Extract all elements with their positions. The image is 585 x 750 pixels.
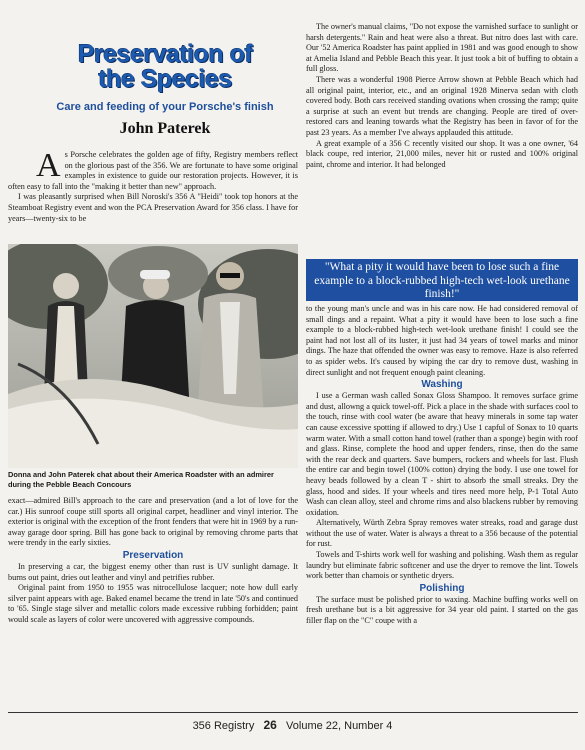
- right-paragraph-4: to the young man's uncle and was in his care now. He had considered removal of small dings and a repaint. What a pity it would have been to lose such a fine example to a block-rubbed high-tech wet-look urethane finish! I could see the paint had not lost all of its luster, it just had 34 years of towel marks and minor dings. The haze that offended the owner was easy to remove. Haze is also referred to as spider webs. It's caused by wiping the car dry to remove dust, washing in direct sunlight and not frequent enough paint cleaning.: [306, 304, 578, 377]
- photo-illustration: [8, 244, 298, 468]
- right-paragraph-3: A great example of a 356 C recently visited our shop. It was a one owner, '64 black coupe, red interior, 21,000 miles, never hit or rusted and 100% original paint, chrome and interior. It had belonged: [306, 138, 578, 169]
- event-photo: [8, 244, 298, 468]
- right-paragraph-1: The owner's manual claims, "Do not expose the varnished surface to sunlight or harsh detergents." Rain and heat were also a threat. But nitro does last with care. Our '52 America Roadster has paint applied in 1981 and was good enough to show at Amelia Island and Pebble Beach this year. It just took a bit of buffing to obtain a full gloss.: [306, 22, 578, 74]
- section-heading-preservation: Preservation: [122, 549, 184, 561]
- footer-issue: Volume 22, Number 4: [286, 720, 393, 732]
- left-paragraph-1: exact—admired Bill's approach to the care and preservation (and a lot of love for the car.) His sunroof coupe still sports all original carpet, headliner and vinyl interior. The exterior is original with the exception of the front fenders that were hit in 1969 by a run-away garage door spring. Bill has gone back to original by removing chrome parts that were trendy in the early sixties.: [8, 496, 298, 548]
- footer-publication: 356 Registry: [192, 720, 255, 732]
- pull-quote: "What a pity it would have been to lose such a fine example to a block-rubbed high-tech wet-look urethane finish!": [306, 259, 578, 301]
- right-paragraph-7: Towels and T-shirts work well for washing and polishing. Wash them as regular laundry but eliminate fabric softcener and use the dryer to remove the lint. Towels work better than chamois or synthetic dryers.: [306, 550, 578, 581]
- intro-paragraph-1: s Porsche celebrates the golden age of fifty, Registry members reflect on the glorious past of the 356. We are fortunate to have some original examples in existence to guide our restoration projects. However, it is often easy to fall into the "making it better than new" approach.: [8, 150, 298, 191]
- article-subtitle: Care and feeding of your Porsche's finish: [56, 101, 274, 113]
- photo-caption: Donna and John Paterek chat about their America Roadster with an admirer during the Pebble Beach Concours: [8, 470, 274, 489]
- article-author: John Paterek: [119, 120, 211, 137]
- right-column-bottom: [306, 304, 578, 627]
- footer-rule: [8, 712, 578, 713]
- intro-text: [8, 140, 298, 224]
- left-paragraph-3: Original paint from 1950 to 1955 was nitrocellulose lacquer; note how dull early silver paint appears with age. Baked enamel became the trend in late '50's and continued to '65. Single stage silver and metallic colors made excessive rubbing forbidden; paint would scale as layers of color were uncovered with aggressive compounds.: [8, 583, 298, 624]
- drop-cap: A: [36, 147, 61, 184]
- right-paragraph-5: I use a German wash called Sonax Gloss Shampoo. It removes surface grime and dust, allowng a quick towel-off. Pick a place in the shade with surfaces cool to the touch, rinse with cool water (be aware that heavy minerals in some tap water can cause excessive spotting if allowed to dry.) Use 1 capful of Sonax to 10 quarts warm water. With a small cotton hand towel (rather than a sponge) begin with roof and glass. Rinse, complete the hood and upper fenders, rinse, then do the same with the rear deck and quarters. Save bumpers, rockers and wheels for last. Flush the entire car and begin towel (100% cotton) drying the body. I use one towel for heavy beads followed by a clean T - shirt to absorb the small streaks. Dry the glass, hood and sides. If your wheels and tires need more help, P-1 Total Auto Wash can clean alloy, steel and chrome rims and also blackens rubber by removing oxidation.: [306, 391, 578, 517]
- page-number: 26: [263, 718, 277, 732]
- section-heading-washing: Washing: [421, 379, 463, 391]
- page-footer: [0, 718, 585, 732]
- intro-paragraph-2: I was pleasantly surprised when Bill Noroski's 356 A "Heidi" took top honors at the Steamboat Registry event and won the PCA Preservation Award for 356 class. I have for years—twenty-six to be: [8, 192, 298, 223]
- article-title: Preservation of the Species: [77, 40, 253, 93]
- right-paragraph-2: There was a wonderful 1908 Pierce Arrow shown at Pebble Beach which had all original paint, interior, etc., and an original 1928 Minerva sedan with cloth covered body. Both cars received standing ovations when crossing the ramp; quite a surprise at such an event but trends are changing. People are tired of over-restored cars and leaning towards what the Registry has been in favor of for the past 23 years. As a member I've always applauded this attitude.: [306, 74, 578, 137]
- right-paragraph-8: The surface must be polished prior to waxing. Machine buffing works well on fresh urethane but is a bit aggressive for 34 year old paint. I started on the gas filler flap on the "C" coupe with a: [306, 594, 578, 626]
- left-column-body: [8, 496, 298, 626]
- right-column-top: [306, 22, 578, 170]
- section-heading-polishing: Polishing: [419, 582, 465, 594]
- right-paragraph-6: Alternatively, Würth Zebra Spray removes water streaks, road and garage dust without the use of water. Water is always a threat to a 356 because of the potential for rust.: [306, 518, 578, 549]
- left-paragraph-2: In preserving a car, the biggest enemy other than rust is UV sunlight damage. It burns out paint, dries out leather and vinyl and petrifies rubber.: [8, 561, 298, 582]
